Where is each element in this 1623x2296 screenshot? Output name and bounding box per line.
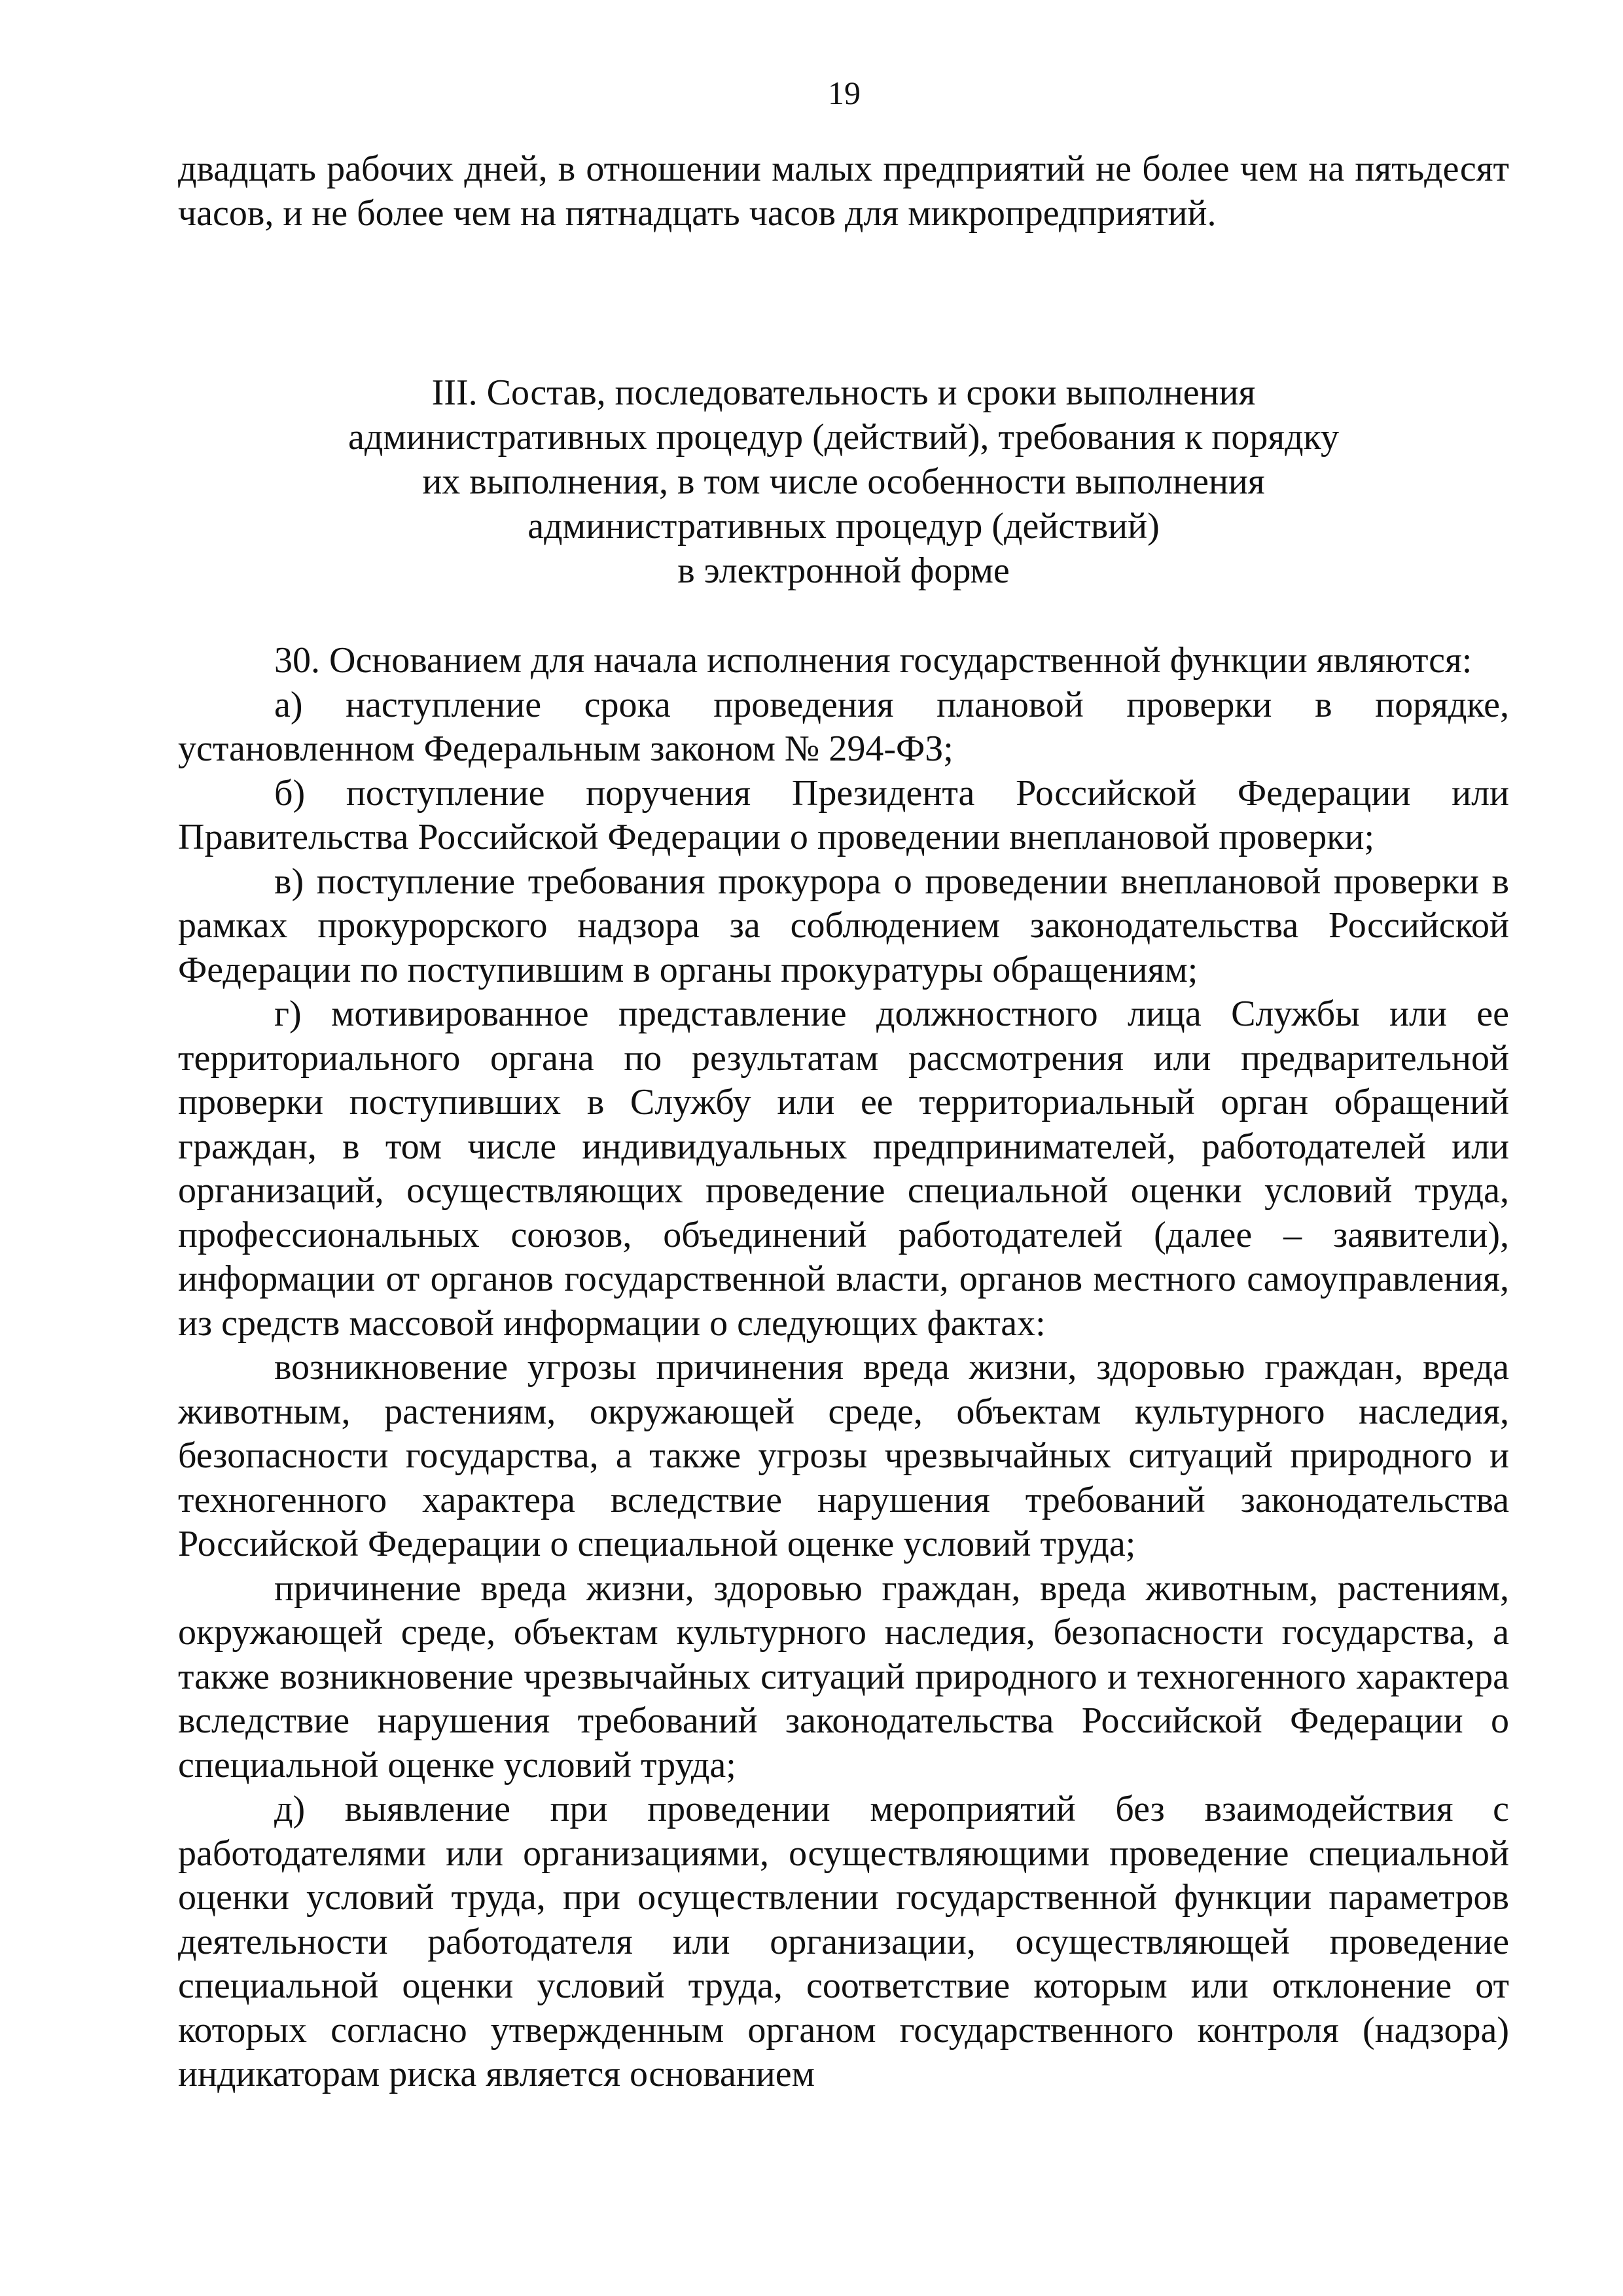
paragraph-threat: возникновение угрозы причинения вреда жизни, здоровью граждан, вреда животным, растениям, окружающей среде, объектам культурного наследия, безопасности государства, а также угрозы чрезвычайных ситуаций природного и техногенного характера вследствие нарушения требований законодательства Российской Федерации о специальной оценке условий труда; — [178, 1347, 1509, 1564]
section-heading — [178, 370, 1509, 593]
intro-paragraph: двадцать рабочих дней, в отношении малых предприятий не более чем на пятьдесят часов, и не более чем на пятнадцать часов для микропредприятий. — [178, 149, 1509, 234]
heading-line: их выполнения, в том числе особенности выполнения — [422, 461, 1265, 502]
paragraph-harm: причинение вреда жизни, здоровью граждан, вреда животным, растениям, окружающей среде, объектам культурного наследия, безопасности государства, а также возникновение чрезвычайных ситуаций природного и техногенного характера вследствие нарушения требований законодательства Российской Федерации о специальной оценке условий труда; — [178, 1568, 1509, 1785]
paragraph-item-g: г) мотивированное представление должностного лица Службы или ее территориального органа по результатам рассмотрения или предварительной проверки поступивших в Службу или ее территориальный орган обращений граждан, в том числе индивидуальных предпринимателей, работодателей или организаций, осуществляющих проведение специальной оценки условий труда, профессиональных союзов, объединений работодателей (далее – заявители), информации от органов государственной власти, органов местного самоуправления, из средств массовой информации о следующих фактах: — [178, 994, 1509, 1344]
section-body — [178, 639, 1509, 2097]
paragraph-item-a: а) наступление срока проведения плановой проверки в порядке, установленном Федеральным законом № 294-ФЗ; — [178, 684, 1509, 769]
page-number: 19 — [828, 75, 861, 111]
heading-line: административных процедур (действий), требования к порядку — [348, 417, 1340, 457]
paragraph-30: 30. Основанием для начала исполнения государственной функции являются: — [274, 640, 1472, 681]
paragraph-item-v: в) поступление требования прокурора о проведении внеплановой проверки в рамках прокурорского надзора за соблюдением законодательства Российской Федерации по поступившим в органы прокуратуры обращениям; — [178, 861, 1509, 990]
intro-block — [178, 147, 1509, 236]
heading-line: III. Состав, последовательность и сроки выполнения — [431, 372, 1256, 413]
paragraph-item-b: б) поступление поручения Президента Российской Федерации или Правительства Российской Федерации о проведении внеплановой проверки; — [178, 772, 1509, 857]
heading-line: административных процедур (действий) — [527, 506, 1160, 547]
heading-line: в электронной форме — [677, 550, 1010, 591]
paragraph-item-d: д) выявление при проведении мероприятий без взаимодействия с работодателями или организациями, осуществляющими проведение специальной оценки условий труда, при осуществлении государственной функции параметров деятельности работодателя или организации, осуществляющей проведение специальной оценки условий труда, соответствие которым или отклонение от которых согласно утвержденным органом государственного контроля (надзора) индикаторам риска является основанием — [178, 1789, 1509, 2094]
